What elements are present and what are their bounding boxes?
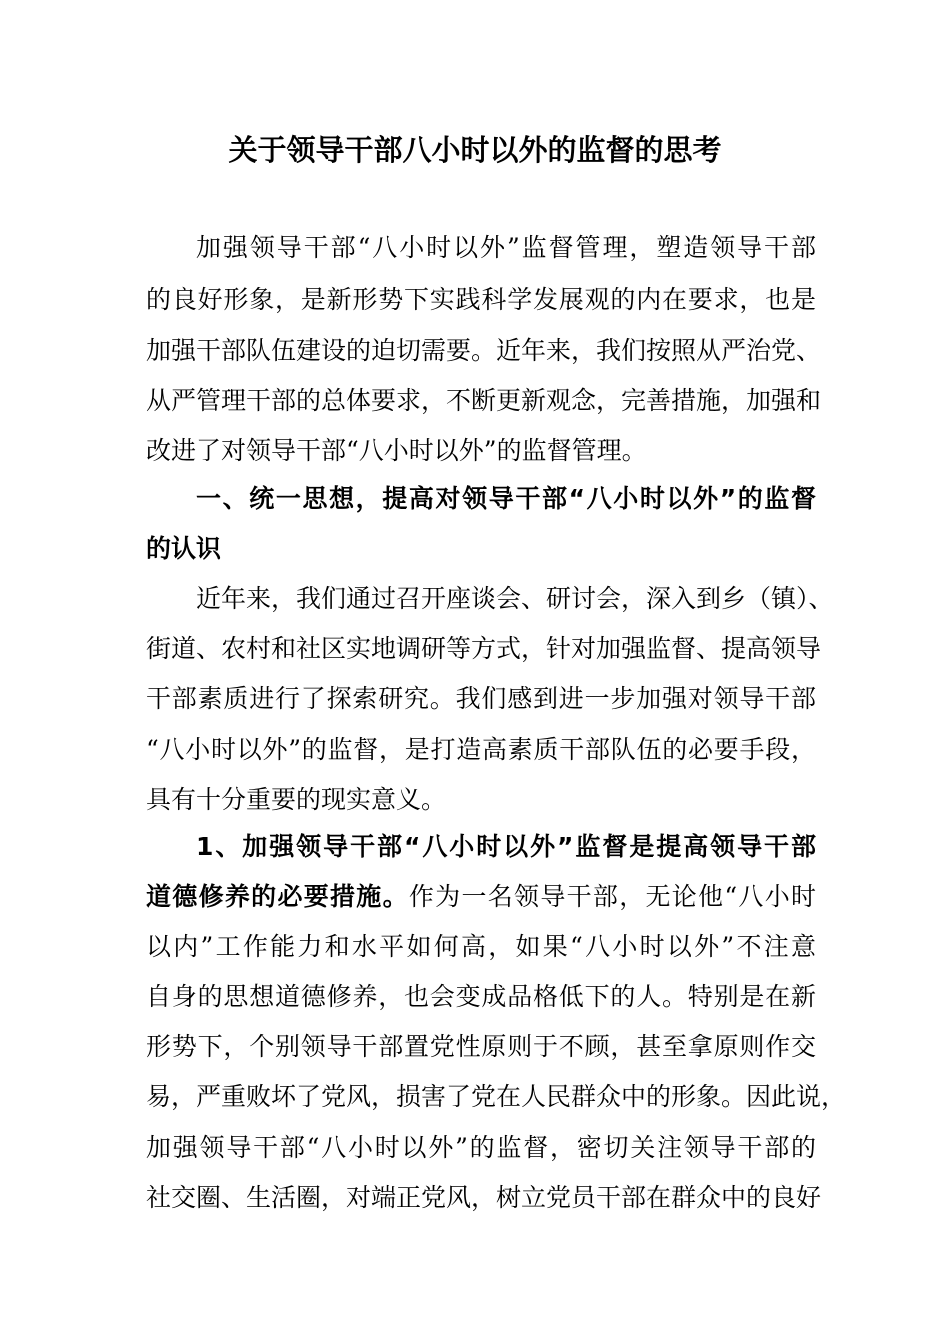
paragraph-3-bold-lead: 道德修养的必要措施。: [146, 882, 409, 911]
paragraph-1-line-3: 加强干部队伍建设的迫切需要。近年来，我们按照从严治党、: [146, 336, 822, 365]
paragraph-2-line-3: 干部素质进行了探索研究。我们感到进一步加强对领导干部: [146, 684, 816, 713]
paragraph-1-line-1: 加强领导干部“八小时以外”监督管理，塑造领导干部: [196, 233, 816, 262]
paragraph-2-line-5: 具有十分重要的现实意义。: [146, 785, 447, 814]
paragraph-3-bold-line-1: 1、加强领导干部“八小时以外”监督是提高领导干部: [196, 832, 816, 861]
paragraph-3-line-7: 加强领导干部“八小时以外”的监督，密切关注领导干部的: [146, 1133, 816, 1162]
paragraph-3-line-2: [146, 880, 816, 914]
paragraph-1-line-5: 改进了对领导干部“八小时以外”的监督管理。: [146, 436, 647, 465]
document-title: 关于领导干部八小时以外的监督的思考: [228, 133, 722, 167]
paragraph-3-line-5: 形势下，个别领导干部置党性原则于不顾，甚至拿原则作交: [146, 1032, 816, 1061]
paragraph-2-line-4: “八小时以外”的监督，是打造高素质干部队伍的必要手段，: [146, 735, 816, 764]
paragraph-3-line-6: 易，严重败坏了党风，损害了党在人民群众中的形象。因此说，: [146, 1082, 847, 1111]
paragraph-1-line-4: 从严管理干部的总体要求，不断更新观念，完善措施，加强和: [146, 386, 822, 415]
paragraph-2-line-2: 街道、农村和社区实地调研等方式，针对加强监督、提高领导: [146, 634, 822, 663]
paragraph-3-line-4: 自身的思想道德修养，也会变成品格低下的人。特别是在新: [146, 982, 816, 1011]
paragraph-3-line-2-rest: 作为一名领导干部，无论他“八小时: [408, 882, 816, 911]
paragraph-3-line-3: 以内”工作能力和水平如何高，如果“八小时以外”不注意: [146, 932, 816, 961]
paragraph-2-line-1: 近年来，我们通过召开座谈会、研讨会，深入到乡（镇）、: [196, 584, 834, 613]
section-heading-1-line-1: 一、统一思想，提高对领导干部“八小时以外”的监督: [196, 484, 816, 513]
section-heading-1-line-2: 的认识: [146, 534, 222, 563]
paragraph-3-line-8: 社交圈、生活圈，对端正党风，树立党员干部在群众中的良好: [146, 1183, 822, 1212]
paragraph-1-line-2: 的良好形象，是新形势下实践科学发展观的内在要求，也是: [146, 285, 816, 314]
